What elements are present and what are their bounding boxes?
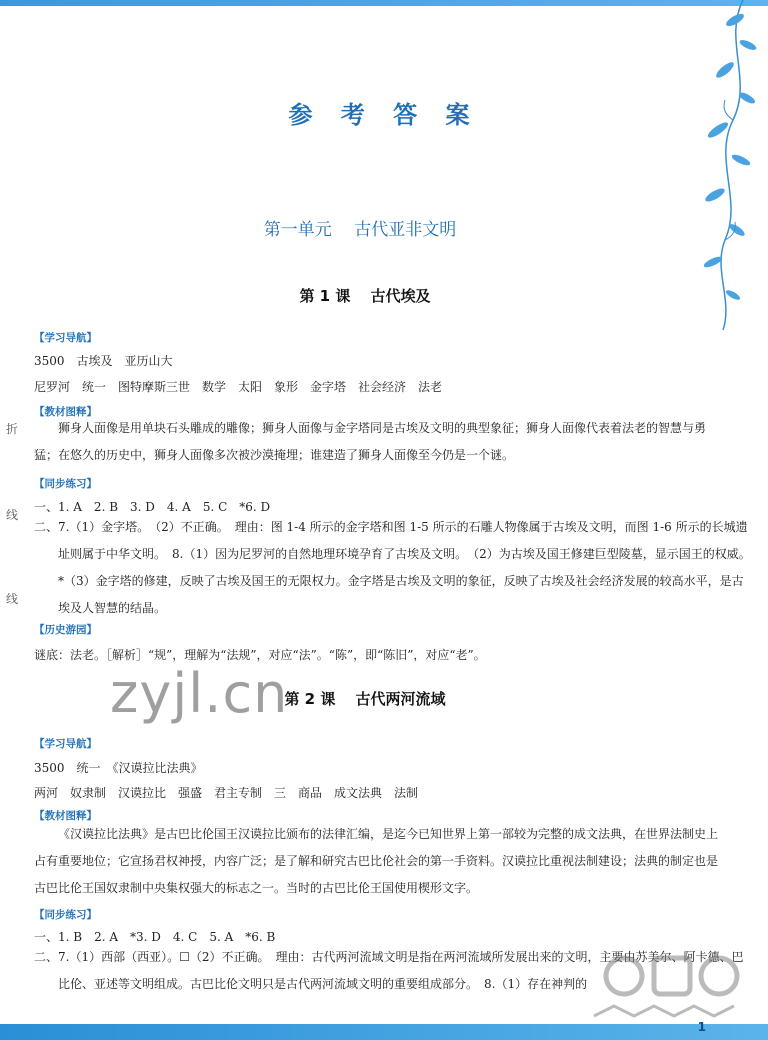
lesson-1-practice-para: 二、7.（1）金字塔。 （2）不正确。 理由：图 1-4 所示的金字塔和图 1-5 所示的石雕人物像属于古埃及文明，而图 1-6 所示的长城遗址则属于中华文明。 8.（1）因为尼罗河的自然地理环境孕育了古埃及文明。 （2）为古埃及国王修建巨型陵墓，显示国王的权威。 *（3）金字塔的修建，反映了古埃及国王的无限权力。金字塔是古埃及文明的象征，反映了古埃及社会经济发展的较高水平，是古埃及人智慧的结晶。 (34, 520, 757, 615)
lesson-1-practice-tag: 【同步练习】 (34, 478, 97, 490)
lesson-2-nav-line-1: 3500 统一 《汉谟拉比法典》 (34, 761, 203, 775)
bottom-border (0, 1024, 768, 1040)
lesson-1-heading: 第 1 课 古代埃及 (299, 287, 431, 305)
lesson-1-garden-line: 谜底：法老。［解析］“规”，理解为“法规”，对应“法”。“陈”，即“陈旧”，对应“老”。 (34, 648, 486, 662)
lesson-1-practice-line-1: 一、1. A 2. B 3. D 4. A 5. C *6. D (34, 500, 271, 514)
vine-decoration-icon (663, 0, 758, 330)
lesson-2-nav-tag: 【学习导航】 (34, 738, 97, 750)
lesson-1-garden-tag: 【历史游园】 (34, 624, 97, 636)
lesson-2-practice-line-1: 一、1. B 2. A *3. D 4. C 5. A *6. B (34, 930, 276, 944)
side-mark-1: 折 (6, 422, 19, 436)
lesson-2-nav-line-2: 两河 奴隶制 汉谟拉比 强盛 君主专制 三 商品 成文法典 法制 (34, 786, 419, 800)
lesson-2-text-tag: 【教材图释】 (34, 810, 97, 822)
unit-heading: 第一单元 古代亚非文明 (263, 220, 457, 240)
lesson-1-text-tag: 【教材图释】 (34, 406, 97, 418)
watermark-text: zyjl.cn (110, 662, 289, 725)
top-border (0, 0, 768, 6)
corner-logo-watermark-icon (584, 946, 754, 1036)
side-mark-2: 线 (6, 508, 19, 522)
page-number: 1 (697, 1020, 706, 1034)
lesson-1-nav-line-2: 尼罗河 统一 图特摩斯三世 数学 太阳 象形 金字塔 社会经济 法老 (34, 380, 443, 394)
lesson-1-text-para: 狮身人面像是用单块石头雕成的雕像；狮身人面像与金字塔同是古埃及文明的典型象征；狮身人面像代表着法老的智慧与勇猛；在悠久的历史中，狮身人面像多次被沙漠掩埋；谁建造了狮身人面像至今仍是一个谜。 (34, 421, 707, 462)
lesson-2-practice-para: 二、7.（1）西部（西亚）。☐（2）不正确。 理由：古代两河流域文明是指在两河流域所发展出来的文明，主要由苏美尔、阿卡德、巴比伦、亚述等文明组成。古巴比伦文明只是古代两河流域文明的重要组成部分。 8.（1）存在神判的 (34, 950, 744, 991)
lesson-2-heading: 第 2 课 古代两河流域 (284, 690, 446, 708)
lesson-2-practice-tag: 【同步练习】 (34, 909, 97, 921)
lesson-1-nav-line-1: 3500 古埃及 亚历山大 (34, 354, 173, 368)
lesson-2-text-para: 《汉谟拉比法典》是古巴比伦国王汉谟拉比颁布的法律汇编，是迄今已知世界上第一部较为完整的成文法典，在世界法制史上占有重要地位；它宣扬君权神授，内容广泛；是了解和研究古巴比伦社会的第一手资料。汉谟拉比重视法制建设；法典的制定也是古巴比伦王国奴隶制中央集权强大的标志之一。当时的古巴比伦王国使用楔形文字。 (34, 827, 719, 895)
page-title: 参 考 答 案 (288, 100, 480, 129)
lesson-1-nav-tag: 【学习导航】 (34, 332, 97, 344)
side-mark-3: 线 (6, 592, 19, 606)
